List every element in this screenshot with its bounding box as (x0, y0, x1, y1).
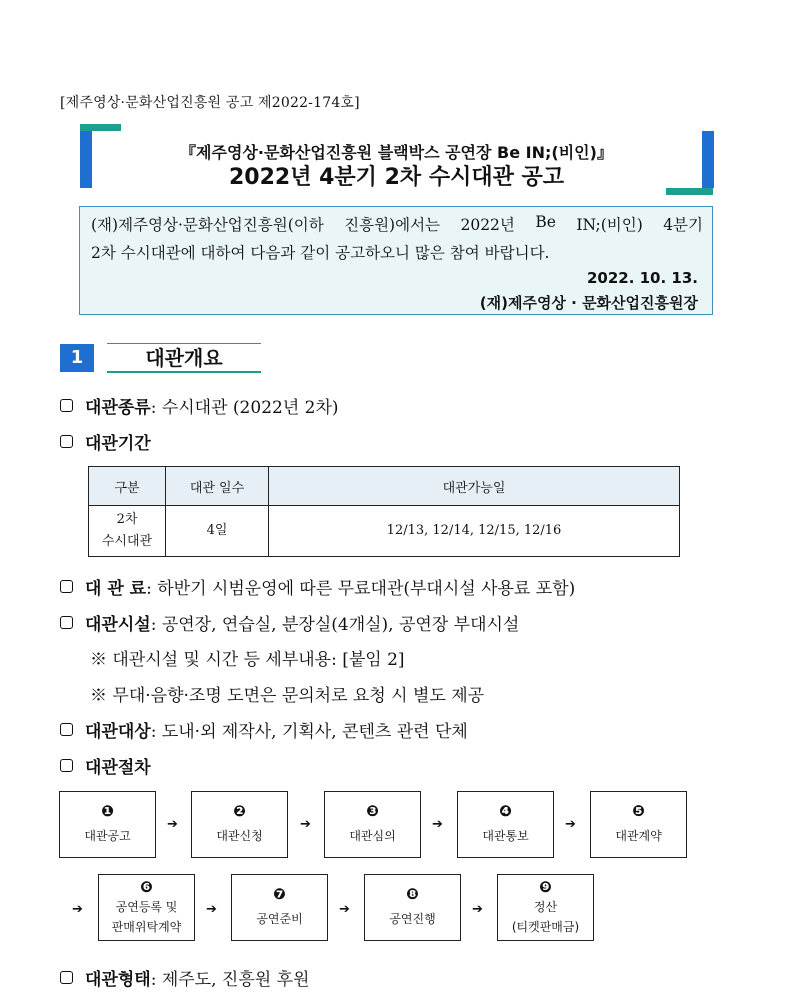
step-label: 대관계약 (615, 829, 662, 843)
right-arrow-icon: ➔ (472, 902, 483, 917)
checkbox-square-icon (60, 971, 73, 984)
section-title: 대관개요 (107, 343, 261, 373)
checkbox-square-icon (60, 435, 73, 448)
notice-date: 2022. 10. 13. (586, 269, 698, 287)
step-number: ❹ (499, 802, 512, 820)
notice-title-line2: 2022년 4분기 2차 수시대관 공고 (228, 165, 564, 190)
right-arrow-icon: ➔ (72, 902, 83, 917)
procedure-step (98, 874, 195, 941)
item-label: 대관대상 (85, 722, 151, 742)
checkbox-square-icon (60, 580, 73, 593)
procedure-step (59, 791, 156, 858)
step-number: ❷ (233, 802, 246, 820)
step-number: ❶ (101, 802, 114, 820)
table-header: 대관가능일 (269, 467, 680, 506)
issuing-organization: (재)제주영상 · 문화산업진흥원장 (479, 294, 698, 312)
table-row (89, 506, 680, 557)
item-rental-period (60, 429, 151, 454)
table-cell-days: 4일 (166, 506, 269, 557)
facility-note-2: ※ 무대·음향·조명 도면은 문의처로 요청 시 별도 제공 (90, 686, 485, 706)
table-cell-name-line2: 수시대관 (101, 534, 153, 549)
right-arrow-icon: ➔ (167, 817, 178, 832)
item-label: 대관형태 (85, 970, 151, 990)
table-header: 구분 (89, 467, 166, 506)
step-label-line2: (티켓판매금) (511, 920, 580, 934)
checkbox-square-icon (60, 616, 73, 629)
step-label: 대관공고 (84, 829, 131, 843)
item-rental-type (60, 393, 339, 418)
procedure-step (497, 874, 594, 941)
step-label: 대관신청 (216, 829, 263, 843)
table-header-row (89, 467, 680, 506)
item-text: : 공연장, 연습실, 분장실(4개실), 공연장 부대시설 (150, 615, 520, 635)
intro-box (79, 206, 713, 315)
step-number: ❸ (366, 802, 379, 820)
right-arrow-icon: ➔ (339, 902, 350, 917)
item-text: : 도내·외 제작사, 기획사, 콘텐츠 관련 단체 (150, 722, 468, 742)
intro-word: (재)제주영상·문화산업진흥원(이하 (91, 216, 324, 234)
intro-line2: 2차 수시대관에 대하여 다음과 같이 공고하오니 많은 참여 바랍니다. (91, 244, 550, 262)
procedure-step (364, 874, 461, 941)
item-rental-facility (60, 610, 519, 635)
procedure-step (231, 874, 328, 941)
intro-word: 4분기 (663, 216, 703, 234)
right-arrow-icon: ➔ (300, 817, 311, 832)
step-label-line1: 정산 (533, 900, 558, 914)
right-arrow-icon: ➔ (432, 817, 443, 832)
step-label-line2: 판매위탁계약 (111, 920, 182, 934)
step-label: 공연진행 (389, 912, 436, 926)
step-number: ❽ (406, 885, 419, 903)
item-rental-form (60, 965, 309, 990)
intro-word: Be (535, 213, 556, 231)
item-rental-procedure (60, 753, 151, 778)
step-number: ❺ (632, 802, 645, 820)
intro-word: 2022년 (460, 216, 515, 234)
right-arrow-icon: ➔ (565, 817, 576, 832)
item-text: : 수시대관 (2022년 2차) (150, 398, 339, 418)
item-label: 대관시설 (85, 615, 151, 635)
intro-word: 진흥원)에서는 (344, 216, 441, 234)
intro-word: IN;(비인) (576, 216, 643, 234)
step-number: ❾ (539, 878, 552, 896)
procedure-step (324, 791, 421, 858)
step-number: ❼ (273, 885, 286, 903)
step-label: 대관통보 (482, 829, 529, 843)
item-rental-fee (60, 574, 575, 599)
title-top-left-accent (80, 124, 121, 131)
item-rental-target (60, 717, 468, 742)
checkbox-square-icon (60, 759, 73, 772)
checkbox-square-icon (60, 723, 73, 736)
table-header: 대관 일수 (166, 467, 269, 506)
item-label: 대관기간 (85, 434, 151, 454)
rental-period-table (88, 466, 680, 557)
intro-line1 (91, 213, 703, 235)
table-cell-name-line1: 2차 (116, 512, 138, 527)
item-label: 대관절차 (85, 758, 151, 778)
procedure-step (191, 791, 288, 858)
procedure-step (590, 791, 687, 858)
checkbox-square-icon (60, 399, 73, 412)
step-number: ❻ (140, 878, 153, 896)
item-text: : 하반기 시범운영에 따른 무료대관(부대시설 사용료 포함) (146, 579, 576, 599)
step-label-line1: 공연등록 및 (115, 900, 178, 914)
right-arrow-icon: ➔ (206, 902, 217, 917)
notice-number: [제주영상·문화산업진흥원 공고 제2022-174호] (60, 95, 360, 111)
section-number-badge: 1 (60, 344, 94, 372)
procedure-step (457, 791, 554, 858)
notice-title-line1: 『제주영상·문화산업진흥원 블랙박스 공연장 Be IN;(비인)』 (180, 143, 613, 162)
step-label: 대관심의 (349, 829, 396, 843)
step-label: 공연준비 (256, 912, 303, 926)
facility-note-1: ※ 대관시설 및 시간 등 세부내용: [붙임 2] (90, 650, 405, 670)
item-label: 대관종류 (85, 398, 151, 418)
item-text: : 제주도, 진흥원 후원 (150, 970, 310, 990)
table-cell-name (89, 506, 166, 557)
table-cell-dates: 12/13, 12/14, 12/15, 12/16 (269, 506, 680, 557)
item-label: 대 관 료 (85, 579, 147, 599)
